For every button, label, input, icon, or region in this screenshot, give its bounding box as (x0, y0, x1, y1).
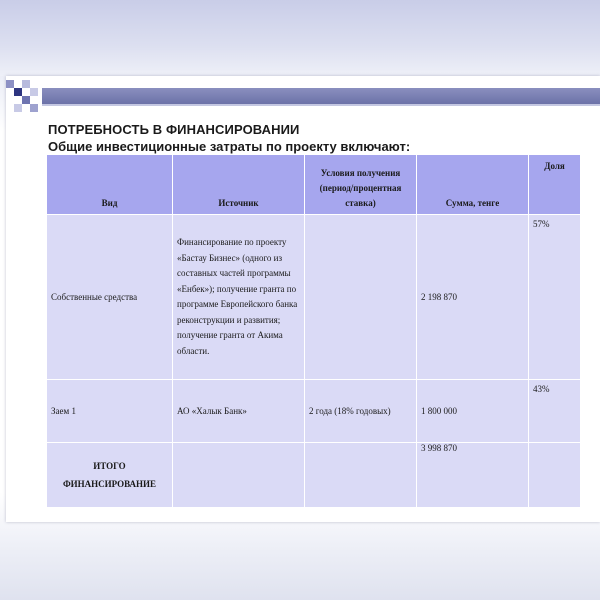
cell-source: Финансирование по проекту «Бастау Бизнес» (одного из составных частей программы «Енбек»); получение гранта по программе Европейского банка реконструкции и развития; получение гранта от Акима области. (173, 215, 305, 380)
cell-share: 43% (529, 380, 581, 443)
table-header-row (47, 155, 581, 215)
title-bar-underline (42, 104, 600, 106)
total-amount: 3 998 870 (417, 443, 529, 508)
slide-subtitle: Общие инвестиционные затраты по проекту включают: (48, 139, 411, 154)
cell-type: Собственные средства (47, 215, 173, 380)
table-row (47, 215, 581, 380)
decor-square (22, 80, 30, 88)
cell-conditions (305, 215, 417, 380)
background-band (0, 0, 600, 76)
decor-square (14, 104, 22, 112)
cell-empty (305, 443, 417, 508)
cell-type: Заем 1 (47, 380, 173, 443)
financing-table (46, 154, 581, 508)
cell-amount: 2 198 870 (417, 215, 529, 380)
cell-share: 57% (529, 215, 581, 380)
decor-square (30, 88, 38, 96)
header-amount: Сумма, тенге (417, 155, 529, 215)
decor-square (30, 104, 38, 112)
cell-conditions: 2 года (18% годовых) (305, 380, 417, 443)
header-type: Вид (47, 155, 173, 215)
decor-square (6, 80, 14, 88)
cell-empty (529, 443, 581, 508)
decor-square (22, 96, 30, 104)
decor-square (14, 88, 22, 96)
total-row (47, 443, 581, 508)
slide-title: ПОТРЕБНОСТЬ В ФИНАНСИРОВАНИИ (48, 122, 300, 137)
table-row (47, 380, 581, 443)
header-source: Источник (173, 155, 305, 215)
cell-empty (173, 443, 305, 508)
cell-amount: 1 800 000 (417, 380, 529, 443)
header-conditions: Условия получения (период/процентная ставка) (305, 155, 417, 215)
cell-source: АО «Халык Банк» (173, 380, 305, 443)
header-share: Доля (529, 155, 581, 215)
title-bar (42, 88, 600, 104)
total-label: ИТОГО ФИНАНСИРОВАНИЕ (47, 443, 173, 508)
